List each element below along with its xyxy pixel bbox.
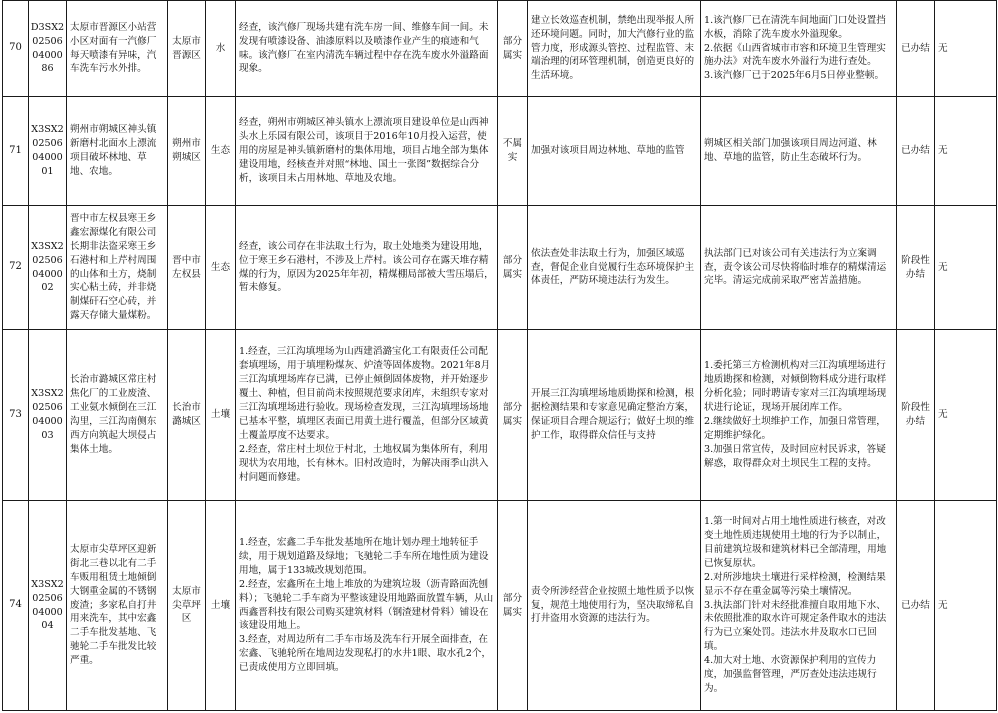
issue-description: 朔州市朔城区神头镇新磨村北面水上漂流项目破坏林地、草地、农地。 bbox=[67, 97, 168, 206]
handling-requirement: 责令所涉经营企业按照土地性质予以恢复，规范土地使用行为，坚决取缔私自打井盗用水资源的违法行为。 bbox=[528, 501, 701, 711]
accountability: 无 bbox=[935, 501, 997, 711]
verification-nature: 部分属实 bbox=[498, 501, 528, 711]
pollution-category: 土壤 bbox=[206, 330, 236, 501]
measure-item: 2.继续做好土坝维护工作，加强日常管理，定期维护绿化。 bbox=[704, 416, 886, 441]
row-number: 71 bbox=[3, 97, 29, 206]
administrative-area: 太原市晋源区 bbox=[168, 1, 206, 97]
handling-requirement: 加强对该项目周边林地、草地的监管 bbox=[528, 97, 701, 206]
accountability: 无 bbox=[935, 1, 997, 97]
table-row bbox=[3, 501, 997, 711]
accountability: 无 bbox=[935, 330, 997, 501]
measure-item: 1.第一时间对占用土地性质进行核查，对改变土地性质违规使用土地的行为予以制止，目前建筑垃圾和建筑材料已全部清理，用地已恢复原状。 bbox=[704, 516, 887, 569]
measure-item: 2.依据《山西省城市市容和环境卫生管理实施办法》对洗车废水外溢行为进行查处。 bbox=[704, 42, 886, 68]
administrative-area: 晋中市左权县 bbox=[168, 206, 206, 330]
case-code: X3SX2025060400002 bbox=[29, 206, 67, 330]
case-code: X3SX2025060400004 bbox=[29, 501, 67, 711]
accountability: 无 bbox=[935, 97, 997, 206]
measure-item: 3.加强日常宣传，及时回应村民诉求，答疑解惑，取得群众对土坝民生工程的支持。 bbox=[704, 443, 886, 469]
verification-nature: 不属实 bbox=[498, 97, 528, 206]
table-row bbox=[3, 330, 997, 501]
row-number: 74 bbox=[3, 501, 29, 711]
handling-requirement: 开展三江沟填埋场地质勘探和检测，根据检测结果和专家意见确定整治方案，保证项目合理合规运行；做好土坝的维护工作，取得群众信任与支持 bbox=[528, 330, 701, 501]
table-row bbox=[3, 97, 997, 206]
verification-nature: 部分属实 bbox=[498, 206, 528, 330]
measure-item: 执法部门已对该公司有关违法行为立案调查，责令该公司尽快将临时堆存的精煤清运完毕。清运完成前采取严密苫盖措施。 bbox=[704, 247, 887, 287]
issue-description: 长治市潞城区常庄村焦化厂的工业废渣、工业氨水倾倒在三江沟里，三江沟南侧东西方向筑起大坝侵占集体土地。 bbox=[67, 330, 168, 501]
rectification-measures bbox=[701, 501, 897, 711]
rectification-measures bbox=[701, 330, 897, 501]
table-row bbox=[3, 206, 997, 330]
completion-status: 已办结 bbox=[897, 1, 935, 97]
issue-description: 太原市尖草坪区迎新街北三巷以北有二手车贩用租赁土地倾倒大钢重金属的不锈钢废渣；多家私自打井用来洗车，其中宏鑫二手车批发基地、飞驰轮二手车批发比较严重。 bbox=[67, 501, 168, 711]
completion-status: 已办结 bbox=[897, 501, 935, 711]
verification-item: 1.经查，三江沟填埋场为山西建滔潞宝化工有限责任公司配套填埋场，用于填埋粉煤灰、炉渣等固体废物。2021年8月三江沟填埋场库存已满，已停止倾倒固体废物，并开始逐步覆土、种植，但目前尚未按照规范要求闭库，未组织专家对三江沟填埋场进行验收。现场检查发现，三江沟填埋场场地已基本平整，填埋区表面已用黄土进行覆盖，但部分区域黄土覆盖厚度不达要求。 bbox=[239, 346, 491, 441]
measure-item: 1.该汽修厂已在清洗车间地面门口处设置挡水板，消除了洗车废水外溢现象。 bbox=[704, 14, 886, 40]
row-number: 70 bbox=[3, 1, 29, 97]
case-code: X3SX2025060400001 bbox=[29, 97, 67, 206]
rectification-measures bbox=[701, 206, 897, 330]
verification-item: 3.经查，对周边所有二手车市场及洗车行开展全面排查，在宏鑫、飞驰轮所在地周边发现私打的水井1眼、取水孔2个，已责成使用方立即回填。 bbox=[239, 634, 492, 674]
complaint-table bbox=[2, 0, 997, 711]
verification-result bbox=[236, 501, 498, 711]
verification-item: 1.经查，宏鑫二手车批发基地所在地计划办理土地转征手续，用于规划道路及绿地；飞驰轮二手车所在地性质为建设用地，属于133城改规划范围。 bbox=[239, 536, 489, 576]
measure-item: 3.执法部门针对未经批准擅自取用地下水、未依照批准的取水许可规定条件取水的违法行为已立案处罚。违法水井及取水口已回填。 bbox=[704, 599, 887, 653]
measure-item: 2.对所涉地块土壤进行采样检测，检测结果显示不存在重金属等污染土壤情况。 bbox=[704, 571, 886, 597]
row-number: 73 bbox=[3, 330, 29, 501]
measure-item: 4.加大对土地、水资源保护利用的宣传力度，加强监督管理，严厉查处违法违规行为。 bbox=[704, 655, 877, 694]
verification-result: 经查，该汽修厂现场共建有洗车房一间、维修车间一间。未发现有喷漆设备、油漆原料以及喷漆作业产生的痕迹和气味。该汽修厂在室内清洗车辆过程中存在洗车废水外溢路面现象。 bbox=[236, 1, 498, 97]
verification-result: 经查，该公司存在非法取土行为，取土处地类为建设用地，位于寒王乡石港村，不涉及上芹村。该公司存在露天堆存精煤的行为，原因为2025年年初，精煤棚局部被大雪压塌后，暂未修复。 bbox=[236, 206, 498, 330]
table-row bbox=[3, 1, 997, 97]
administrative-area: 太原市尖草坪区 bbox=[168, 501, 206, 711]
case-code: D3SX2025060400086 bbox=[29, 1, 67, 97]
issue-description: 太原市晋源区小站营小区对面有一汽修厂每天喷漆有异味，汽车洗车污水外排。 bbox=[67, 1, 168, 97]
rectification-measures bbox=[701, 1, 897, 97]
verification-nature: 部分属实 bbox=[498, 1, 528, 97]
administrative-area: 朔州市朔城区 bbox=[168, 97, 206, 206]
measure-item: 3.该汽修厂已于2025年6月5日停业整顿。 bbox=[704, 70, 885, 82]
pollution-category: 土壤 bbox=[206, 501, 236, 711]
measure-item: 1.委托第三方检测机构对三江沟填埋场进行地质勘探和检测，对倾倒物料成分进行取样分析化验；同时聘请专家对三江沟填埋场现状进行论证，现场开展闭库工作。 bbox=[704, 360, 887, 414]
completion-status: 已办结 bbox=[897, 97, 935, 206]
row-number: 72 bbox=[3, 206, 29, 330]
verification-item: 2.经查，常庄村土坝位于村北，土地权属为集体所有，利用现状为农用地，长有林木。旧村改造时，为解决雨季山洪入村问题而修建。 bbox=[239, 443, 489, 483]
verification-result: 经查，朔州市朔城区神头镇水上漂流项目建设单位是山西神头水上乐园有限公司，该项目于2016年10月投入运营，使用的房屋是神头镇新磨村的集体用地，项目占地全部为集体建设用地，经核查并对照“林地、国土一张图”数据综合分析，该项目未占用林地、草地及农地。 bbox=[236, 97, 498, 206]
verification-result bbox=[236, 330, 498, 501]
handling-requirement: 建立长效巡查机制，禁绝出现举报人所还环境问题。同时，加大汽修行业的监管力度，形成源头管控、过程监管、末端治理的闭环管理机制，创造更良好的生活环境。 bbox=[528, 1, 701, 97]
verification-item: 2.经查，宏鑫所在土地上堆放的为建筑垃圾（沥青路面洗刨料）；飞驰轮二手车商为平整该建设用地路面放置车辆，从山西鑫晋科技有限公司购买建筑材料（钢渣建材骨料）铺设在该建设用地上。 bbox=[239, 578, 494, 632]
completion-status: 阶段性办结 bbox=[897, 330, 935, 501]
measure-item: 朔城区相关部门加强该项目周边河道、林地、草地的监管，防止生态破坏行为。 bbox=[704, 138, 877, 163]
rectification-measures bbox=[701, 97, 897, 206]
pollution-category: 水 bbox=[206, 1, 236, 97]
pollution-category: 生态 bbox=[206, 97, 236, 206]
handling-requirement: 依法查处非法取土行为，加强区域巡查，督促企业自觉履行生态环境保护主体责任，严防环境违法行为发生。 bbox=[528, 206, 701, 330]
verification-nature: 部分属实 bbox=[498, 330, 528, 501]
pollution-category: 生态 bbox=[206, 206, 236, 330]
accountability: 无 bbox=[935, 206, 997, 330]
administrative-area: 长治市潞城区 bbox=[168, 330, 206, 501]
issue-description: 晋中市左权县寒王乡鑫宏源煤化有限公司长期非法盗采寒王乡石港村和上芹村周围的山体和土方，烧制实心粘土砖，并非烧制煤矸石空心砖，并露天存储大量煤粉。 bbox=[67, 206, 168, 330]
case-code: X3SX2025060400003 bbox=[29, 330, 67, 501]
completion-status: 阶段性办结 bbox=[897, 206, 935, 330]
